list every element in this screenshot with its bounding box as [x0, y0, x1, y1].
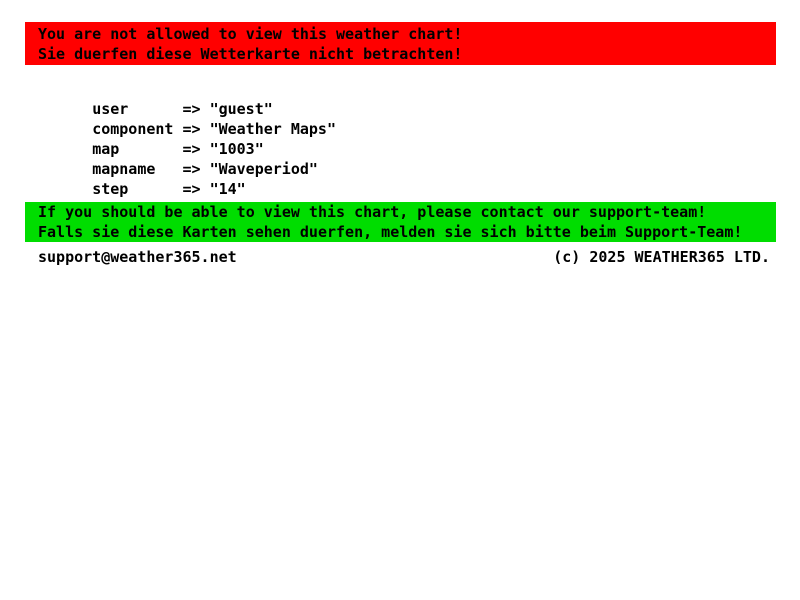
- detail-value: "14": [209, 180, 246, 198]
- contact-message-en: If you should be able to view this chart, please contact our support-team!: [38, 203, 707, 221]
- arrow-glyph: =>: [182, 100, 201, 118]
- detail-value: "Weather Maps": [209, 120, 336, 138]
- detail-key: step: [92, 180, 129, 198]
- denied-banner: [25, 22, 776, 65]
- request-details: [38, 79, 336, 198]
- denied-message-en: You are not allowed to view this weather chart!: [38, 25, 463, 43]
- detail-key: map: [92, 140, 120, 158]
- contact-message-de: Falls sie diese Karten sehen duerfen, melden sie sich bitte beim Support-Team!: [38, 223, 743, 241]
- detail-key: component: [92, 120, 174, 138]
- detail-value: "guest": [209, 100, 273, 118]
- support-email: support@weather365.net: [38, 248, 237, 266]
- detail-row-user: [38, 79, 336, 118]
- detail-value: "Waveperiod": [209, 160, 318, 178]
- detail-key: mapname: [92, 160, 156, 178]
- arrow-glyph: =>: [182, 180, 201, 198]
- detail-key: user: [92, 100, 129, 118]
- arrow-glyph: =>: [182, 160, 201, 178]
- footer: [38, 247, 770, 267]
- arrow-glyph: =>: [182, 140, 201, 158]
- copyright-notice: (c) 2025 WEATHER365 LTD.: [553, 248, 770, 266]
- arrow-glyph: =>: [182, 120, 201, 138]
- contact-banner: [25, 202, 776, 242]
- detail-value: "1003": [209, 140, 264, 158]
- denied-message-de: Sie duerfen diese Wetterkarte nicht betrachten!: [38, 45, 463, 63]
